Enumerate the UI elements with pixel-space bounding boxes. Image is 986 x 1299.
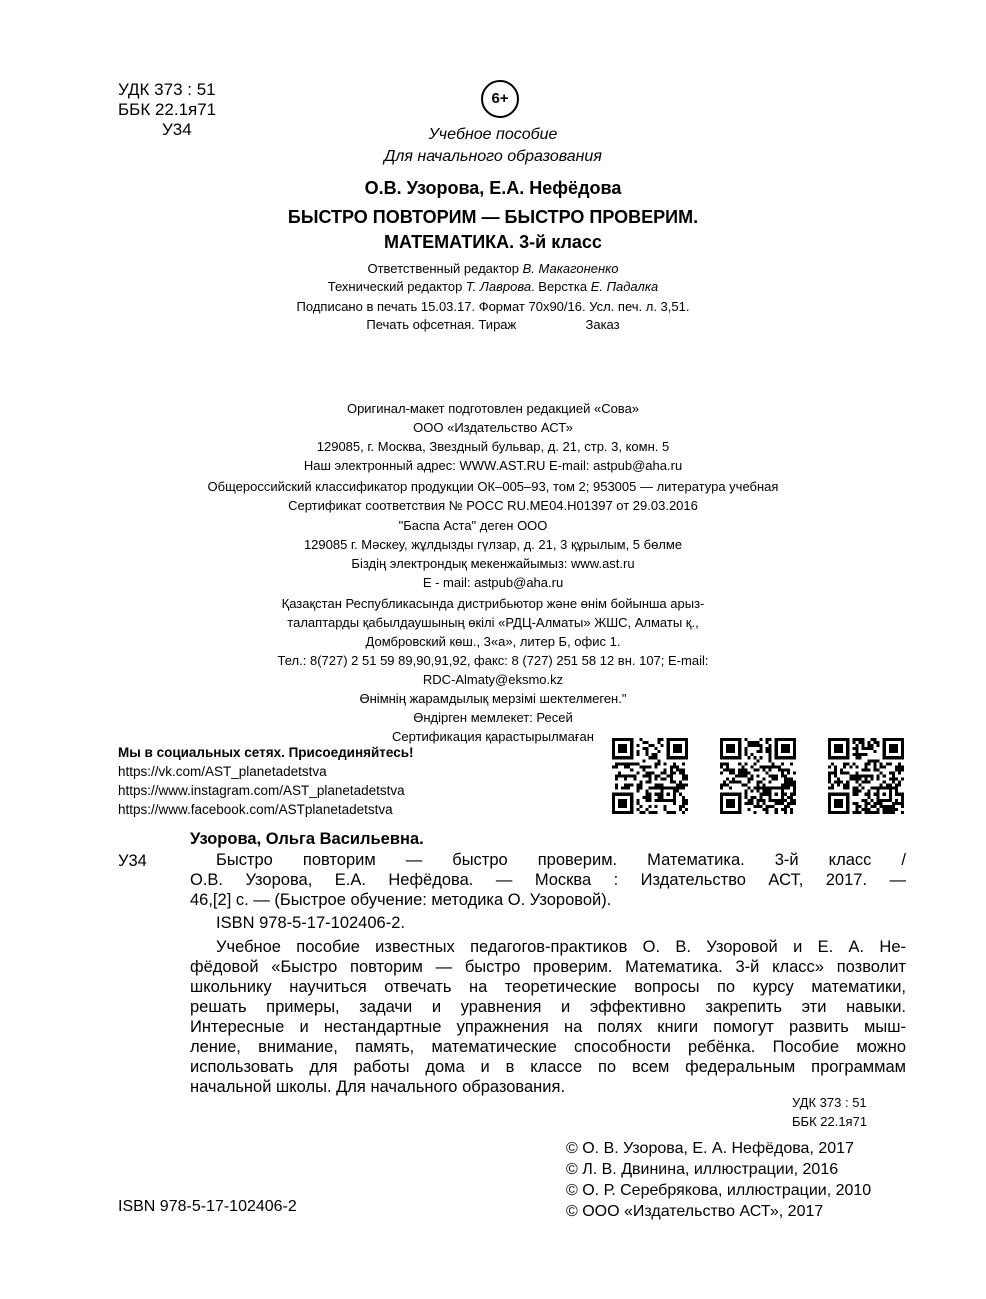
order-label: Заказ [585,317,620,332]
copyright-line: © О. Р. Серебрякова, иллюстрации, 2010 [566,1182,872,1199]
bib-author-heading: Узорова, Ольга Васильевна. [190,830,424,848]
annotation-line: использовать для работы дома и в классе по всем федеральным программам [190,1058,906,1076]
annotation-line: Учебное пособие известных педагогов-практиков О. В. Узоровой и Е. А. Не- [216,938,906,956]
print-type: Печать офсетная. Тираж [366,317,517,332]
print-run-line [0,317,986,332]
layout-label: . Верстка [531,279,588,294]
annotation-line: решать примеры, задачи и уравнения и эффективно закрепить эти навыки. [190,998,906,1016]
social-link-instagram[interactable]: https://www.instagram.com/AST_planetadetstva [118,783,405,798]
isbn-bottom: ISBN 978-5-17-102406-2 [118,1198,297,1215]
edu-type: Учебное пособие [428,126,558,143]
tech-editor-line [0,279,986,294]
qr-code-instagram[interactable] [720,738,796,814]
distributor-line: Қазақстан Республикасында дистрибьютор және өнім бойынша арыз- [281,596,705,611]
bbk-code: ББК 22.1я71 [118,100,217,119]
tech-editor-name: Т. Лаврова [465,279,532,294]
kazakh-distributor-block [0,594,986,746]
author-sign-code: У34 [162,120,192,139]
kazakh-publisher-line: E - mail: astpub@aha.ru [422,575,564,590]
distributor-line: Тел.: 8(727) 2 51 59 89,90,91,92, факс: 8 (727) 251 58 12 вн. 107; E-mail: [277,653,709,668]
qr-code-facebook[interactable] [828,738,904,814]
copyright-line: © Л. В. Двинина, иллюстрации, 2016 [566,1161,839,1178]
editor-label: Ответственный редактор [367,261,520,276]
annotation [190,937,906,1097]
distributor-line: RDC-Almaty@eksmo.kz [422,672,564,687]
copyright-line: © ООО «Издательство АСТ», 2017 [566,1203,824,1220]
publisher-line: Наш электронный адрес: WWW.AST.RU E-mail: astpub@aha.ru [303,458,683,473]
distributor-line: Өндірген мемлекет: Ресей [413,710,573,725]
annotation-line: школьнику научиться отвечать на теоретические вопросы по курсу математики, [190,978,906,996]
publisher-line: ООО «Издательство АСТ» [413,420,573,435]
classifier-line: Сертификат соответствия № РОСС RU.МЕ04.Н01397 от 29.03.2016 [288,498,698,513]
distributor-line: Өнімнің жарамдылық мерзімі шектелмеген." [359,691,627,706]
layout-name: Е. Падалка [590,279,659,294]
distributor-line: Сертификация қарастырылмаған [392,729,594,744]
catalog-codes-bottom [792,1093,867,1131]
book-title-line1: БЫСТРО ПОВТОРИМ — БЫСТРО ПРОВЕРИМ. [287,207,699,227]
social-link-vk[interactable]: https://vk.com/AST_planetadetstva [118,764,327,779]
udk-code-bottom: УДК 373 : 51 [792,1095,867,1110]
bib-code: У34 [118,852,147,870]
annotation-line: Интересные и нестандартные упражнения на полях книги помогут развить мыш- [190,1018,906,1036]
bib-entry [190,850,906,910]
kazakh-publisher-line: "Баспа Аста" деген ООО [398,518,548,533]
distributor-line: талаптарды қабылдаушының өкілі «РДЦ-Алматы» ЖШС, Алматы қ., [287,615,699,630]
social-heading: Мы в социальных сетях. Присоединяйтесь! [118,745,414,760]
copyright-line: © О. В. Узорова, Е. А. Нефёдова, 2017 [566,1140,854,1157]
editor-name: В. Макагоненко [522,261,619,276]
audience: Для начального образования [384,148,602,165]
classifier-block [0,477,986,515]
annotation-line: фёдовой «Быстро повторим — быстро проверим. Математика. 3-й класс» позволит [190,958,906,976]
publisher-block [0,399,986,475]
copyright-block [566,1138,871,1222]
social-link-facebook[interactable]: https://www.facebook.com/ASTplanetadetstva [118,802,393,817]
book-title-line2: МАТЕМАТИКА. 3-й класс [384,232,602,252]
classifier-line: Общероссийский классификатор продукции ОК–005–93, том 2; 953005 — литература учебная [207,479,779,494]
editor-line [0,261,986,276]
kazakh-publisher-line: Біздің электрондық мекенжайымыз: www.ast.ru [351,556,635,571]
age-rating-badge: 6+ [481,80,519,118]
tech-editor-label: Технический редактор [327,279,463,294]
annotation-line: ление, внимание, память, математические способности ребёнка. Пособие можно [190,1038,906,1056]
udk-code: УДК 373 : 51 [118,80,216,99]
bib-entry-line: 46,[2] с. — (Быстрое обучение: методика О. Узоровой). [190,891,612,909]
bib-entry-line: Быстро повторим — быстро проверим. Математика. 3-й класс / [216,851,906,869]
distributor-line: Домбровский көш., 3«а», литер Б, офис 1. [365,634,621,649]
kazakh-publisher-block [0,516,986,592]
publisher-line: 129085, г. Москва, Звездный бульвар, д. 21, стр. 3, комн. 5 [316,439,670,454]
kazakh-publisher-line: 129085 г. Мәскеу, жұлдызды гүлзар, д. 21, 3 құрылым, 5 бөлме [303,537,683,552]
qr-code-vk[interactable] [612,738,688,814]
bbk-code-bottom: ББК 22.1я71 [792,1114,868,1129]
bib-entry-line: О.В. Узорова, Е.А. Нефёдова. — Москва : Издательство АСТ, 2017. — [190,871,906,889]
annotation-line: начальной школы. Для начального образования. [190,1078,566,1096]
publisher-line: Оригинал-макет подготовлен редакцией «Сова» [346,401,640,416]
signed-to-print: Подписано в печать 15.03.17. Формат 70x90/16. Усл. печ. л. 3,51. [296,299,690,314]
bib-isbn: ISBN 978-5-17-102406-2. [216,914,405,932]
social-block [118,743,414,819]
authors: О.В. Узорова, Е.А. Нефёдова [364,178,622,198]
